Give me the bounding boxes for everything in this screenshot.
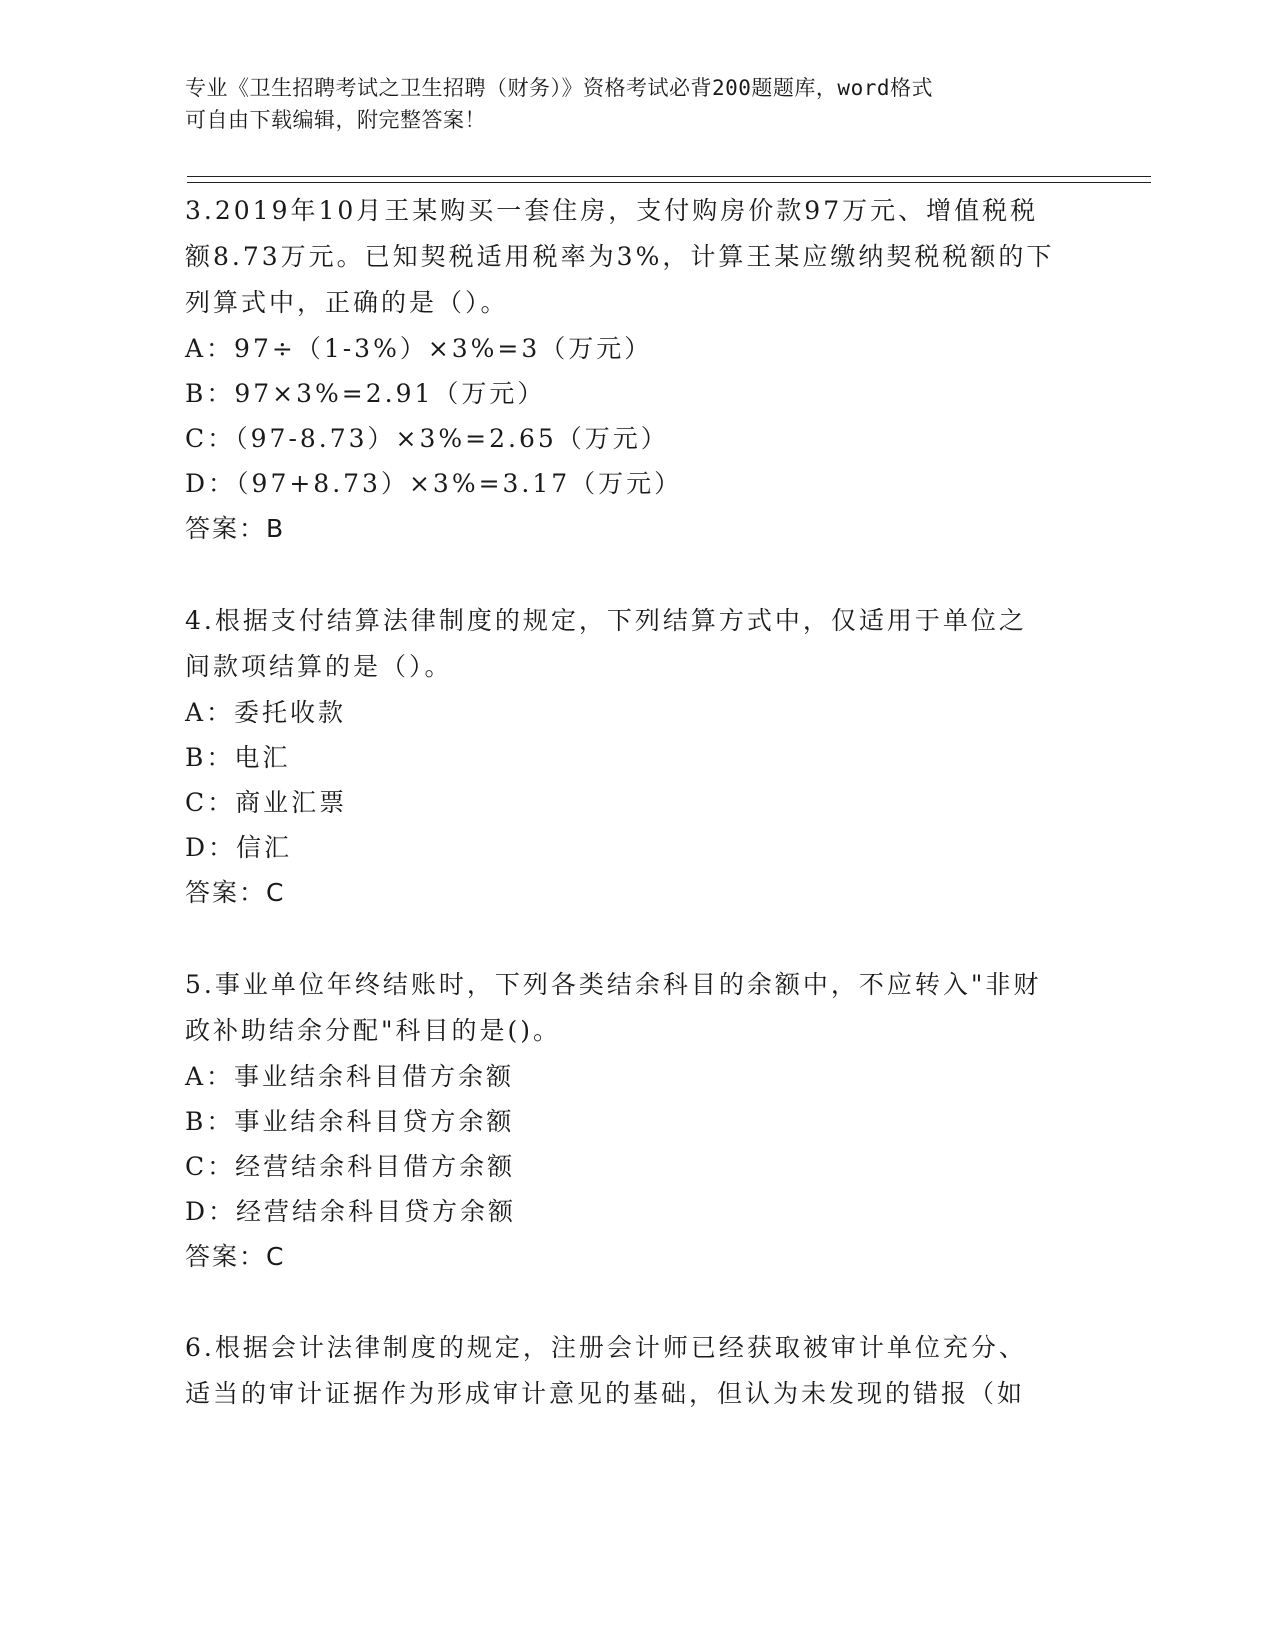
header-divider-top	[187, 176, 1151, 177]
header-divider-bottom	[187, 182, 1151, 183]
question-3	[185, 188, 1085, 552]
question-text-line: 4.根据支付结算法律制度的规定，下列结算方式中，仅适用于单位之	[185, 606, 1027, 635]
question-text-line: 间款项结算的是（）。	[185, 652, 453, 681]
option-b: B：电汇	[185, 743, 291, 772]
header-title-line-2: 可自由下载编辑，附完整答案！	[185, 108, 486, 132]
question-6	[185, 1325, 1085, 1417]
question-text-line: 适当的审计证据作为形成审计意见的基础，但认为未发现的错报（如	[185, 1379, 1026, 1408]
question-5	[185, 962, 1085, 1280]
option-a: A：委托收款	[185, 698, 347, 727]
answer-label: 答案：B	[185, 514, 286, 543]
option-c: C：（97-8.73）×3%=2.65（万元）	[185, 424, 669, 453]
question-text-line: 5.事业单位年终结账时，下列各类结余科目的余额中，不应转入"非财	[185, 970, 1042, 999]
question-4	[185, 598, 1085, 916]
header-title-line-1: 专业《卫生招聘考试之卫生招聘（财务）》资格考试必背200题题库，word格式	[185, 76, 933, 100]
option-b: B：97×3%=2.91（万元）	[185, 379, 546, 408]
option-c: C：经营结余科目借方余额	[185, 1152, 516, 1181]
option-d: D：（97+8.73）×3%=3.17（万元）	[185, 469, 683, 498]
answer-label: 答案：C	[185, 878, 286, 907]
answer-label: 答案：C	[185, 1242, 286, 1271]
question-text-line: 额8.73万元。已知契税适用税率为3%，计算王某应缴纳契税税额的下	[185, 242, 1055, 271]
option-d: D：经营结余科目贷方余额	[185, 1197, 517, 1226]
option-a: A：事业结余科目借方余额	[185, 1062, 515, 1091]
option-b: B：事业结余科目贷方余额	[185, 1107, 515, 1136]
document-header	[185, 72, 1065, 136]
question-text-line: 列算式中，正确的是（）。	[185, 288, 509, 317]
question-text-line: 6.根据会计法律制度的规定，注册会计师已经获取被审计单位充分、	[185, 1333, 1027, 1362]
option-c: C：商业汇票	[185, 788, 348, 817]
question-text-line: 3.2019年10月王某购买一套住房，支付购房价款97万元、增值税税	[185, 196, 1039, 225]
option-a: A：97÷（1-3%）×3%=3（万元）	[185, 334, 653, 363]
question-text-line: 政补助结余分配"科目的是()。	[185, 1016, 562, 1045]
option-d: D：信汇	[185, 833, 293, 862]
